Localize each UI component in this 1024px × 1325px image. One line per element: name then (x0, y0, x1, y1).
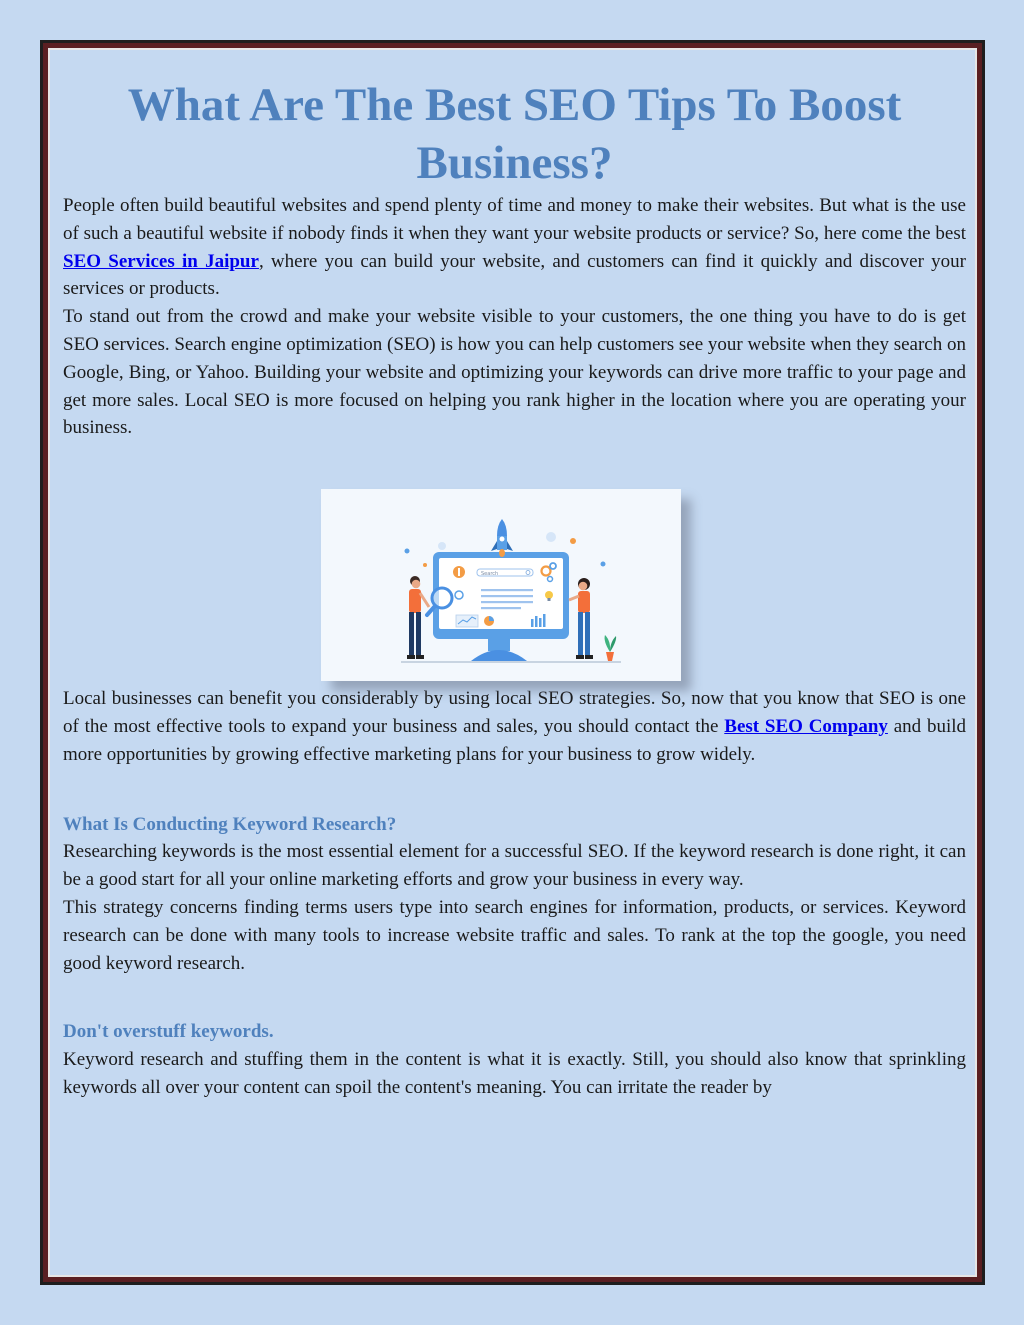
overstuff-keywords-heading: Don't overstuff keywords. (63, 1021, 274, 1043)
keyword-research-heading: What Is Conducting Keyword Research? (63, 813, 397, 835)
keyword-research-paragraph: Researching keywords is the most essential element for a successful SEO. If the keyword research is done right, it can be a good start for all your online marketing efforts and grow your business in every way. (63, 841, 966, 891)
bar-chart-icon (543, 614, 546, 627)
stand-out-paragraph: To stand out from the crowd and make your website visible to your customers, the one thing you have to do is get SEO services. Search engine optimization (SEO) is how you can help customers see your website when they search on Google, Bing, or Yahoo. Building your website and optimizing your keywords can drive more traffic to your page and get more sales. Local SEO is more focused on helping you rank higher in the location where you are operating your business. (63, 306, 966, 439)
page-sheet (48, 48, 977, 1277)
overstuff-keywords-paragraph: Keyword research and stuffing them in the content is what it is exactly. Still, you should also know that sprinkling keywords all over your content can spoil the content's meaning. You can irritate the reader by (63, 1049, 966, 1098)
best-seo-company-link[interactable]: Best SEO Company (724, 715, 888, 737)
illustration-container (63, 489, 966, 685)
keyword-strategy-paragraph: This strategy concerns finding terms users type into search engines for information, products, or services. Keyword research can be done with many tools to increase website traffic and sales. To rank at the top the google, you need good keyword research. (63, 896, 966, 974)
seo-monitor-illustration (321, 489, 681, 681)
seo-services-jaipur-link[interactable]: SEO Services in Jaipur (63, 250, 259, 272)
woman-figure (569, 578, 593, 659)
seo-illustration (321, 489, 681, 681)
document-body (63, 50, 966, 1102)
man-figure (407, 576, 429, 659)
local-business-text-end: and build more opportunities by growing effective marketing plans for your business to grow widely. (63, 715, 966, 765)
rocket-icon (491, 519, 513, 557)
plant-icon (605, 635, 617, 661)
lightbulb-icon (545, 591, 553, 599)
local-business-text-start: Local businesses can benefit you considerably by using local SEO strategies. So, now that you know that SEO is one of the most effective tools to expand your business and sales, you should contact the (63, 688, 966, 737)
intro-text-start: People often build beautiful websites and spend plenty of time and money to make their websites. But what is the use of such a beautiful website if nobody finds it when they want your website products or service? So, here come the best (63, 195, 966, 244)
local-business-paragraph (63, 685, 966, 768)
search-bar-label: Search (481, 571, 499, 578)
document-title: What Are The Best SEO Tips To Boost Business? (127, 79, 902, 189)
intro-text-end: , where you can build your website, and customers can find it quickly and discover your services or products. (63, 250, 966, 300)
intro-paragraph (63, 192, 966, 303)
page-border (40, 40, 985, 1285)
